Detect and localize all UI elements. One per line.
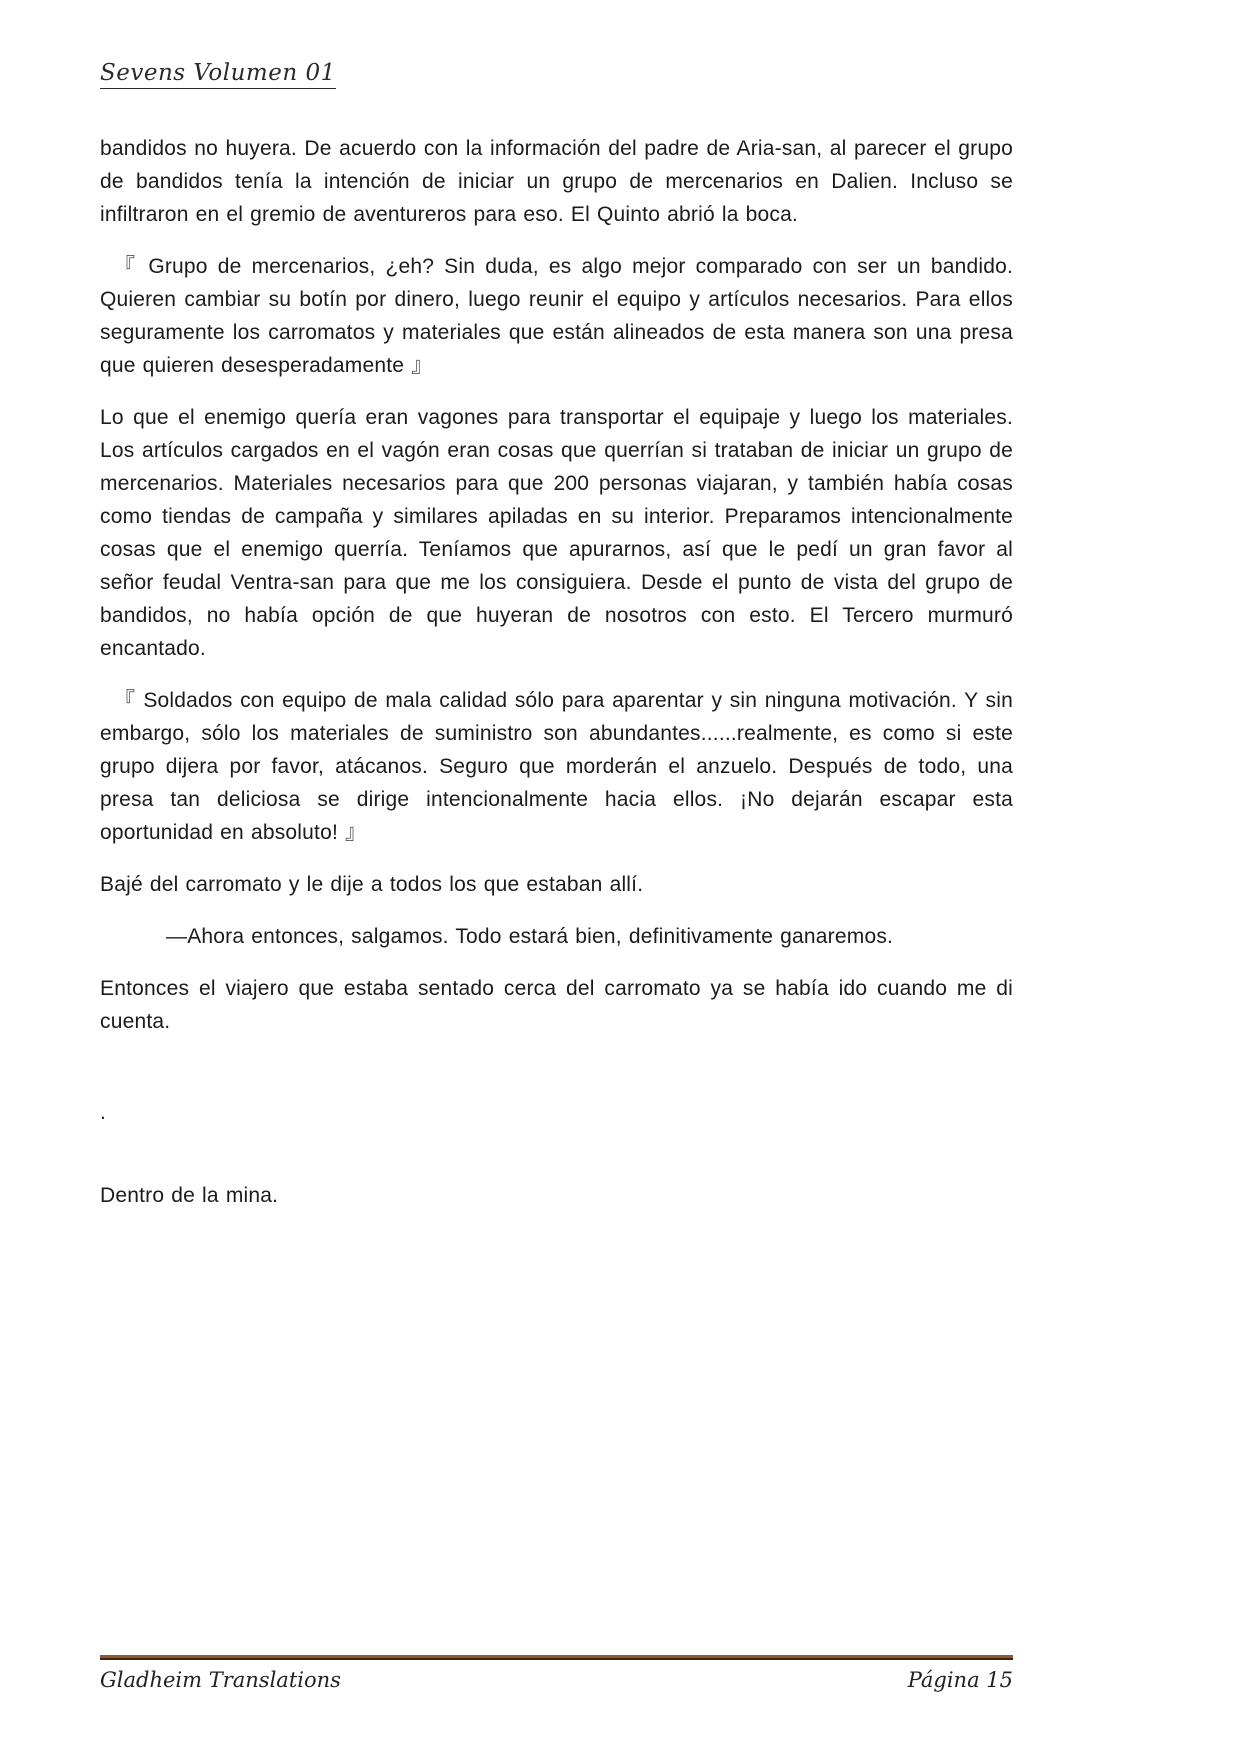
paragraph-viajero: Entonces el viajero que estaba sentado cerca del carromato ya se había ido cuando me di cuenta. <box>100 977 1013 1033</box>
paragraph-baje: Bajé del carromato y le dije a todos los que estaban allí. <box>100 873 644 896</box>
paragraph-bandidos: bandidos no huyera. De acuerdo con la información del padre de Aria-san, al parecer el grupo de bandidos tenía la intención de iniciar un grupo de mercenarios en Dalien. Incluso se infiltraron en el gremio de aventureros para eso. El Quinto abrió la boca. <box>100 137 1013 226</box>
header-title: Sevens Volumen 01 <box>100 60 336 89</box>
page-header <box>100 60 1013 86</box>
document-body <box>100 132 1013 1231</box>
paragraph-quote-quinto: 『 Grupo de mercenarios, ¿eh? Sin duda, es algo mejor comparado con ser un bandido. Quieren cambiar su botín por dinero, luego reunir el equipo y artículos necesarios. Para ellos seguramente los carromatos y materiales que están alineados de esta manera son una presa que quieren desesperadamente 』 <box>100 255 1013 377</box>
paragraph-quote-tercero: 『 Soldados con equipo de mala calidad sólo para aparentar y sin ninguna motivación. Y sin embargo, sólo los materiales de suministro son abundantes......realmente, es como si este grupo dijera por favor, atácanos. Seguro que morderán el anzuelo. Después de todo, una presa tan deliciosa se dirige intencionalmente hacia ellos. ¡No dejarán escapar esta oportunidad en absoluto! 』 <box>100 689 1013 844</box>
footer-row <box>100 1668 1013 1692</box>
page-footer <box>100 1655 1013 1692</box>
footer-page-number: Página 15 <box>907 1668 1013 1692</box>
paragraph-enemigo: Lo que el enemigo quería eran vagones para transportar el equipaje y luego los materiales. Los artículos cargados en el vagón eran cosas que querrían si trataban de iniciar un grupo de mercenarios. Materiales necesarios para que 200 personas viajaran, y también había cosas como tiendas de campaña y similares apiladas en su interior. Preparamos intencionalmente cosas que el enemigo querría. Teníamos que apurarnos, así que le pedí un gran favor al señor feudal Ventra-san para que me los consiguiera. Desde el punto de vista del grupo de bandidos, no había opción de que huyeran de nosotros con esto. El Tercero murmuró encantado. <box>100 406 1013 660</box>
footer-translator: Gladheim Translations <box>100 1668 341 1692</box>
footer-rule <box>100 1655 1013 1660</box>
paragraph-dialogue: —Ahora entonces, salgamos. Todo estará bien, definitivamente ganaremos. <box>166 925 894 948</box>
paragraph-dot: . <box>100 1101 107 1124</box>
paragraph-mina: Dentro de la mina. <box>100 1184 279 1207</box>
